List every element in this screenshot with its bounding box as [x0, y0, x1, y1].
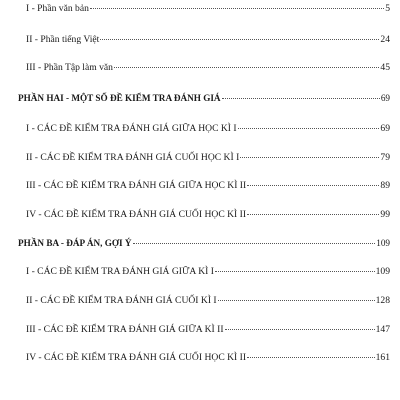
toc-entry-page: 161: [375, 352, 390, 363]
dot-leader: [238, 128, 380, 129]
toc-entry-title: III - CÁC ĐỀ KIỂM TRA ĐÁNH GIÁ GIỮA KÌ II: [26, 324, 224, 335]
toc-entry-page: 89: [380, 180, 390, 191]
dot-leader: [215, 271, 375, 272]
toc-entry-title: I - CÁC ĐỀ KIỂM TRA ĐÁNH GIÁ GIỮA KÌ I: [26, 266, 214, 277]
dot-leader: [100, 39, 379, 40]
toc-entry: [26, 3, 390, 15]
toc-entry: [26, 295, 390, 307]
toc-entry: [26, 266, 390, 278]
toc-entry-page: 24: [380, 34, 390, 45]
toc-entry-page: 5: [385, 3, 390, 14]
toc-entry-title: III - Phần Tập làm văn: [26, 62, 113, 73]
toc-entry: [26, 152, 390, 164]
toc-entry-title: IV - CÁC ĐỀ KIỂM TRA ĐÁNH GIÁ CUỐI HỌC KÌ II: [26, 209, 247, 220]
toc-part-heading: [18, 92, 390, 104]
toc-entry: [26, 209, 390, 221]
toc-entry-title: II - Phần tiếng Việt: [26, 34, 100, 45]
dot-leader: [90, 8, 384, 9]
toc-entry: [26, 180, 390, 192]
toc-entry-page: 128: [375, 295, 390, 306]
toc-entry-title: II - CÁC ĐỀ KIỂM TRA ĐÁNH GIÁ CUỐI HỌC KÌ I: [26, 152, 240, 163]
dot-leader: [225, 329, 375, 330]
toc-entry: [26, 62, 390, 74]
toc-entry-page: 69: [380, 93, 390, 103]
dot-leader: [114, 67, 379, 68]
dot-leader: [240, 157, 379, 158]
toc-entry: [26, 34, 390, 46]
toc-entry: [26, 352, 390, 364]
dot-leader: [247, 214, 379, 215]
toc-entry-page: 109: [376, 238, 390, 248]
toc-entry-page: 45: [380, 62, 390, 73]
dot-leader: [222, 98, 380, 99]
toc-entry-title: I - Phần văn bản: [26, 3, 89, 14]
toc-entry-title: I - CÁC ĐỀ KIỂM TRA ĐÁNH GIÁ GIỮA HỌC KÌ I: [26, 123, 237, 134]
dot-leader: [247, 185, 379, 186]
toc-entry-title: PHẦN HAI - MỘT SỐ ĐỀ KIỂM TRA ĐÁNH GIÁ: [18, 93, 221, 103]
toc-entry-title: PHẦN BA - ĐÁP ÁN, GỢI Ý: [18, 238, 132, 248]
toc-entry-page: 79: [380, 152, 390, 163]
dot-leader: [133, 243, 376, 244]
toc-part-heading: [18, 237, 390, 249]
toc-entry: [26, 324, 390, 336]
toc-entry: [26, 123, 390, 135]
toc-entry-title: IV - CÁC ĐỀ KIỂM TRA ĐÁNH GIÁ CUỐI HỌC KÌ II: [26, 352, 247, 363]
dot-leader: [218, 300, 375, 301]
toc-entry-page: 109: [375, 266, 390, 277]
toc-entry-title: III - CÁC ĐỀ KIỂM TRA ĐÁNH GIÁ GIỮA HỌC KÌ II: [26, 180, 247, 191]
toc-entry-page: 147: [375, 324, 390, 335]
toc-entry-title: II - CÁC ĐỀ KIỂM TRA ĐÁNH GIÁ CUỐI KÌ I: [26, 295, 217, 306]
toc-entry-page: 99: [380, 209, 390, 220]
dot-leader: [247, 357, 375, 358]
toc-entry-page: 69: [380, 123, 390, 134]
